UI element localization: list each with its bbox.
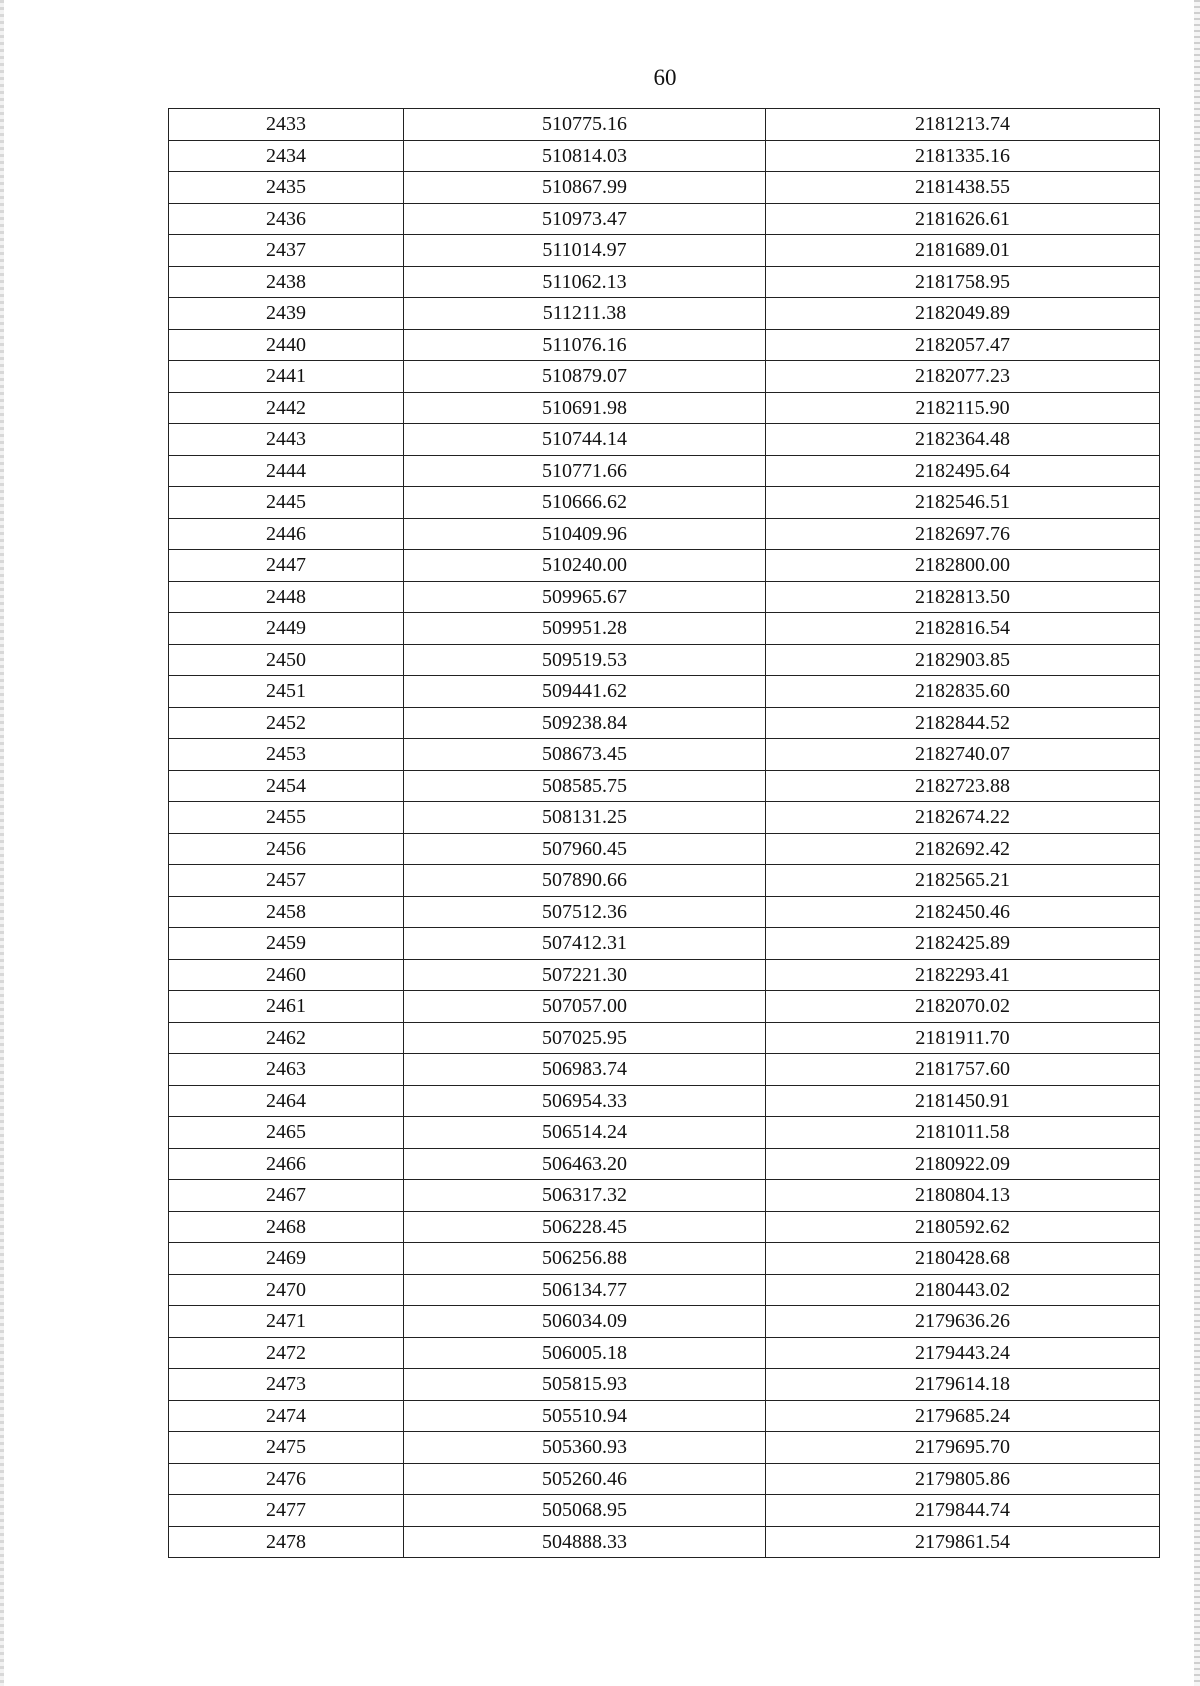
y-coordinate-cell: 2182674.22	[766, 802, 1160, 834]
point-number-cell: 2441	[169, 361, 404, 393]
y-coordinate-cell: 2182800.00	[766, 550, 1160, 582]
x-coordinate-cell: 507512.36	[404, 896, 766, 928]
table-row	[169, 392, 1160, 424]
table-row	[169, 424, 1160, 456]
point-number-cell: 2474	[169, 1400, 404, 1432]
y-coordinate-cell: 2179805.86	[766, 1463, 1160, 1495]
point-number-cell: 2453	[169, 739, 404, 771]
point-number-cell: 2442	[169, 392, 404, 424]
y-coordinate-cell: 2182293.41	[766, 959, 1160, 991]
table-row	[169, 1369, 1160, 1401]
y-coordinate-cell: 2179636.26	[766, 1306, 1160, 1338]
point-number-cell: 2470	[169, 1274, 404, 1306]
point-number-cell: 2463	[169, 1054, 404, 1086]
x-coordinate-cell: 509951.28	[404, 613, 766, 645]
x-coordinate-cell: 511211.38	[404, 298, 766, 330]
y-coordinate-cell: 2179685.24	[766, 1400, 1160, 1432]
point-number-cell: 2435	[169, 172, 404, 204]
y-coordinate-cell: 2182364.48	[766, 424, 1160, 456]
table-row	[169, 896, 1160, 928]
x-coordinate-cell: 506317.32	[404, 1180, 766, 1212]
coordinate-table-body	[169, 109, 1160, 1558]
point-number-cell: 2459	[169, 928, 404, 960]
x-coordinate-cell: 505260.46	[404, 1463, 766, 1495]
point-number-cell: 2437	[169, 235, 404, 267]
table-row	[169, 581, 1160, 613]
point-number-cell: 2448	[169, 581, 404, 613]
x-coordinate-cell: 504888.33	[404, 1526, 766, 1558]
table-row	[169, 1400, 1160, 1432]
table-row	[169, 1022, 1160, 1054]
table-row	[169, 1432, 1160, 1464]
point-number-cell: 2457	[169, 865, 404, 897]
x-coordinate-cell: 506134.77	[404, 1274, 766, 1306]
point-number-cell: 2460	[169, 959, 404, 991]
x-coordinate-cell: 506005.18	[404, 1337, 766, 1369]
point-number-cell: 2468	[169, 1211, 404, 1243]
y-coordinate-cell: 2182692.42	[766, 833, 1160, 865]
table-row	[169, 203, 1160, 235]
table-row	[169, 1306, 1160, 1338]
x-coordinate-cell: 510691.98	[404, 392, 766, 424]
x-coordinate-cell: 510879.07	[404, 361, 766, 393]
table-row	[169, 959, 1160, 991]
x-coordinate-cell: 509441.62	[404, 676, 766, 708]
x-coordinate-cell: 507057.00	[404, 991, 766, 1023]
y-coordinate-cell: 2179695.70	[766, 1432, 1160, 1464]
x-coordinate-cell: 506463.20	[404, 1148, 766, 1180]
y-coordinate-cell: 2182697.76	[766, 518, 1160, 550]
x-coordinate-cell: 510744.14	[404, 424, 766, 456]
x-coordinate-cell: 510240.00	[404, 550, 766, 582]
point-number-cell: 2471	[169, 1306, 404, 1338]
point-number-cell: 2447	[169, 550, 404, 582]
table-row	[169, 1495, 1160, 1527]
point-number-cell: 2456	[169, 833, 404, 865]
table-row	[169, 329, 1160, 361]
y-coordinate-cell: 2179443.24	[766, 1337, 1160, 1369]
x-coordinate-cell: 506954.33	[404, 1085, 766, 1117]
table-row	[169, 172, 1160, 204]
point-number-cell: 2433	[169, 109, 404, 141]
x-coordinate-cell: 506228.45	[404, 1211, 766, 1243]
point-number-cell: 2461	[169, 991, 404, 1023]
y-coordinate-cell: 2181626.61	[766, 203, 1160, 235]
y-coordinate-cell: 2182077.23	[766, 361, 1160, 393]
table-row	[169, 518, 1160, 550]
x-coordinate-cell: 508131.25	[404, 802, 766, 834]
table-row	[169, 676, 1160, 708]
scan-edge-right	[1194, 0, 1200, 1686]
y-coordinate-cell: 2180443.02	[766, 1274, 1160, 1306]
y-coordinate-cell: 2182495.64	[766, 455, 1160, 487]
x-coordinate-cell: 505510.94	[404, 1400, 766, 1432]
x-coordinate-cell: 510666.62	[404, 487, 766, 519]
y-coordinate-cell: 2182115.90	[766, 392, 1160, 424]
y-coordinate-cell: 2182740.07	[766, 739, 1160, 771]
x-coordinate-cell: 510771.66	[404, 455, 766, 487]
y-coordinate-cell: 2182844.52	[766, 707, 1160, 739]
x-coordinate-cell: 506514.24	[404, 1117, 766, 1149]
table-row	[169, 140, 1160, 172]
table-row	[169, 1054, 1160, 1086]
point-number-cell: 2478	[169, 1526, 404, 1558]
table-row	[169, 487, 1160, 519]
y-coordinate-cell: 2181450.91	[766, 1085, 1160, 1117]
x-coordinate-cell: 507025.95	[404, 1022, 766, 1054]
point-number-cell: 2446	[169, 518, 404, 550]
table-row	[169, 1243, 1160, 1275]
table-row	[169, 739, 1160, 771]
table-row	[169, 613, 1160, 645]
point-number-cell: 2440	[169, 329, 404, 361]
y-coordinate-cell: 2182816.54	[766, 613, 1160, 645]
point-number-cell: 2469	[169, 1243, 404, 1275]
page-number: 60	[653, 65, 677, 90]
point-number-cell: 2475	[169, 1432, 404, 1464]
y-coordinate-cell: 2182723.88	[766, 770, 1160, 802]
point-number-cell: 2455	[169, 802, 404, 834]
y-coordinate-cell: 2181438.55	[766, 172, 1160, 204]
table-row	[169, 455, 1160, 487]
coordinate-table	[168, 108, 1160, 1558]
y-coordinate-cell: 2181911.70	[766, 1022, 1160, 1054]
table-row	[169, 550, 1160, 582]
x-coordinate-cell: 506983.74	[404, 1054, 766, 1086]
point-number-cell: 2464	[169, 1085, 404, 1117]
x-coordinate-cell: 505068.95	[404, 1495, 766, 1527]
table-row	[169, 928, 1160, 960]
y-coordinate-cell: 2182903.85	[766, 644, 1160, 676]
point-number-cell: 2465	[169, 1117, 404, 1149]
point-number-cell: 2438	[169, 266, 404, 298]
x-coordinate-cell: 509238.84	[404, 707, 766, 739]
table-row	[169, 1274, 1160, 1306]
point-number-cell: 2476	[169, 1463, 404, 1495]
table-row	[169, 1337, 1160, 1369]
y-coordinate-cell: 2180592.62	[766, 1211, 1160, 1243]
x-coordinate-cell: 507221.30	[404, 959, 766, 991]
point-number-cell: 2462	[169, 1022, 404, 1054]
y-coordinate-cell: 2182835.60	[766, 676, 1160, 708]
table-row	[169, 1526, 1160, 1558]
y-coordinate-cell: 2179844.74	[766, 1495, 1160, 1527]
y-coordinate-cell: 2182425.89	[766, 928, 1160, 960]
x-coordinate-cell: 511076.16	[404, 329, 766, 361]
y-coordinate-cell: 2182049.89	[766, 298, 1160, 330]
x-coordinate-cell: 507960.45	[404, 833, 766, 865]
table-row	[169, 235, 1160, 267]
table-row	[169, 770, 1160, 802]
y-coordinate-cell: 2180428.68	[766, 1243, 1160, 1275]
table-row	[169, 1463, 1160, 1495]
table-row	[169, 1211, 1160, 1243]
table-row	[169, 361, 1160, 393]
point-number-cell: 2443	[169, 424, 404, 456]
point-number-cell: 2434	[169, 140, 404, 172]
table-row	[169, 865, 1160, 897]
table-row	[169, 109, 1160, 141]
point-number-cell: 2467	[169, 1180, 404, 1212]
x-coordinate-cell: 509965.67	[404, 581, 766, 613]
y-coordinate-cell: 2182450.46	[766, 896, 1160, 928]
x-coordinate-cell: 505815.93	[404, 1369, 766, 1401]
y-coordinate-cell: 2182546.51	[766, 487, 1160, 519]
y-coordinate-cell: 2181011.58	[766, 1117, 1160, 1149]
point-number-cell: 2472	[169, 1337, 404, 1369]
table-row	[169, 1148, 1160, 1180]
y-coordinate-cell: 2181758.95	[766, 266, 1160, 298]
y-coordinate-cell: 2182813.50	[766, 581, 1160, 613]
point-number-cell: 2451	[169, 676, 404, 708]
table-row	[169, 802, 1160, 834]
table-row	[169, 833, 1160, 865]
point-number-cell: 2439	[169, 298, 404, 330]
table-row	[169, 1180, 1160, 1212]
x-coordinate-cell: 507412.31	[404, 928, 766, 960]
point-number-cell: 2444	[169, 455, 404, 487]
y-coordinate-cell: 2182565.21	[766, 865, 1160, 897]
scan-edge-left	[0, 0, 4, 1686]
x-coordinate-cell: 509519.53	[404, 644, 766, 676]
y-coordinate-cell: 2181213.74	[766, 109, 1160, 141]
x-coordinate-cell: 511014.97	[404, 235, 766, 267]
y-coordinate-cell: 2181335.16	[766, 140, 1160, 172]
point-number-cell: 2450	[169, 644, 404, 676]
point-number-cell: 2454	[169, 770, 404, 802]
y-coordinate-cell: 2179861.54	[766, 1526, 1160, 1558]
point-number-cell: 2458	[169, 896, 404, 928]
x-coordinate-cell: 510775.16	[404, 109, 766, 141]
y-coordinate-cell: 2179614.18	[766, 1369, 1160, 1401]
x-coordinate-cell: 506034.09	[404, 1306, 766, 1338]
table-row	[169, 1117, 1160, 1149]
table-row	[169, 707, 1160, 739]
x-coordinate-cell: 510867.99	[404, 172, 766, 204]
table-row	[169, 1085, 1160, 1117]
x-coordinate-cell: 510973.47	[404, 203, 766, 235]
point-number-cell: 2466	[169, 1148, 404, 1180]
table-row	[169, 298, 1160, 330]
y-coordinate-cell: 2180804.13	[766, 1180, 1160, 1212]
y-coordinate-cell: 2182057.47	[766, 329, 1160, 361]
x-coordinate-cell: 508585.75	[404, 770, 766, 802]
x-coordinate-cell: 505360.93	[404, 1432, 766, 1464]
point-number-cell: 2452	[169, 707, 404, 739]
table-row	[169, 266, 1160, 298]
x-coordinate-cell: 510814.03	[404, 140, 766, 172]
x-coordinate-cell: 508673.45	[404, 739, 766, 771]
point-number-cell: 2436	[169, 203, 404, 235]
point-number-cell: 2445	[169, 487, 404, 519]
point-number-cell: 2473	[169, 1369, 404, 1401]
x-coordinate-cell: 506256.88	[404, 1243, 766, 1275]
point-number-cell: 2449	[169, 613, 404, 645]
point-number-cell: 2477	[169, 1495, 404, 1527]
table-row	[169, 991, 1160, 1023]
x-coordinate-cell: 507890.66	[404, 865, 766, 897]
x-coordinate-cell: 511062.13	[404, 266, 766, 298]
y-coordinate-cell: 2181689.01	[766, 235, 1160, 267]
y-coordinate-cell: 2182070.02	[766, 991, 1160, 1023]
table-row	[169, 644, 1160, 676]
x-coordinate-cell: 510409.96	[404, 518, 766, 550]
y-coordinate-cell: 2181757.60	[766, 1054, 1160, 1086]
y-coordinate-cell: 2180922.09	[766, 1148, 1160, 1180]
